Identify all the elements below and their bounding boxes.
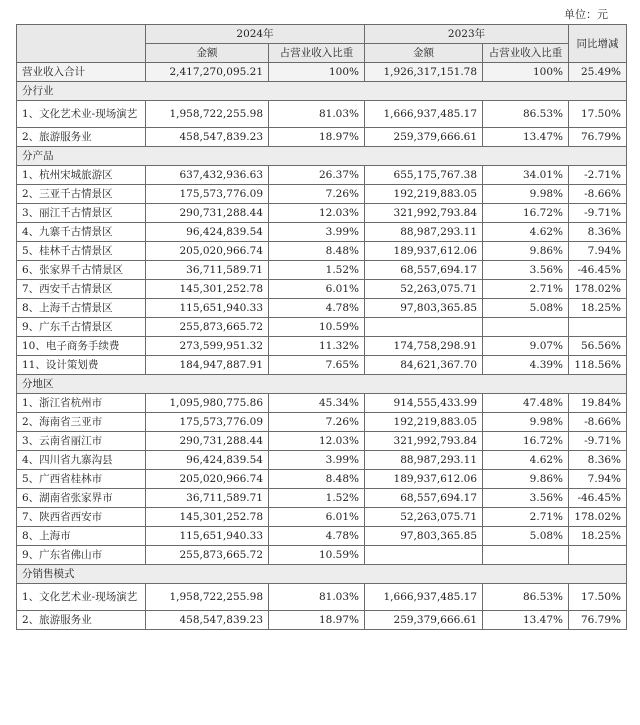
cell-amount-2024: 36,711,589.71 (146, 489, 269, 508)
table-row (17, 223, 627, 242)
table-row (17, 413, 627, 432)
cell-amount-2024: 255,873,665.72 (146, 318, 269, 337)
section-header-row (17, 565, 627, 584)
unit-label: 单位：元 (564, 8, 608, 21)
table-row (17, 394, 627, 413)
row-label: 5、广西省桂林市 (17, 470, 146, 489)
cell-amount-2024: 36,711,589.71 (146, 261, 269, 280)
cell-amount-2024: 175,573,776.09 (146, 413, 269, 432)
row-label: 1、浙江省杭州市 (17, 394, 146, 413)
cell-share-2023: 86.53% (483, 584, 569, 611)
total-amount-2023: 1,926,317,151.78 (365, 63, 483, 82)
cell-share-2023: 4.62% (483, 451, 569, 470)
row-label: 6、湖南省张家界市 (17, 489, 146, 508)
cell-share-2023: 5.08% (483, 527, 569, 546)
cell-amount-2024: 175,573,776.09 (146, 185, 269, 204)
cell-share-2023: 47.48% (483, 394, 569, 413)
cell-amount-2024: 458,547,839.23 (146, 611, 269, 630)
cell-yoy: 17.50% (569, 584, 627, 611)
header-share-2023: 占营业收入比重 (483, 44, 569, 63)
cell-yoy: 76.79% (569, 128, 627, 147)
table-row (17, 546, 627, 565)
cell-share-2023: 86.53% (483, 101, 569, 128)
cell-share-2024: 3.99% (269, 223, 365, 242)
cell-amount-2023: 88,987,293.11 (365, 451, 483, 470)
cell-amount-2023: 1,666,937,485.17 (365, 101, 483, 128)
row-label: 2、旅游服务业 (17, 611, 146, 630)
table-row (17, 432, 627, 451)
cell-share-2024: 18.97% (269, 611, 365, 630)
cell-yoy: 76.79% (569, 611, 627, 630)
row-label: 1、杭州宋城旅游区 (17, 166, 146, 185)
cell-share-2023: 9.86% (483, 242, 569, 261)
table-row (17, 185, 627, 204)
row-label: 8、上海千古情景区 (17, 299, 146, 318)
cell-yoy: 8.36% (569, 223, 627, 242)
row-label: 4、四川省九寨沟县 (17, 451, 146, 470)
total-label: 营业收入合计 (17, 63, 146, 82)
row-label: 7、陕西省西安市 (17, 508, 146, 527)
table-row (17, 527, 627, 546)
table-row (17, 489, 627, 508)
header-amount-2024: 金额 (146, 44, 269, 63)
cell-share-2024: 4.78% (269, 527, 365, 546)
table-row (17, 299, 627, 318)
cell-share-2023: 34.01% (483, 166, 569, 185)
cell-yoy: 7.94% (569, 242, 627, 261)
cell-yoy: -46.45% (569, 261, 627, 280)
cell-amount-2024: 205,020,966.74 (146, 470, 269, 489)
cell-yoy: -46.45% (569, 489, 627, 508)
header-year-2023: 2023年 (365, 25, 569, 44)
cell-amount-2023: 68,557,694.17 (365, 261, 483, 280)
table-header (17, 25, 627, 63)
header-share-2024: 占营业收入比重 (269, 44, 365, 63)
cell-yoy: 7.94% (569, 470, 627, 489)
cell-yoy: 56.56% (569, 337, 627, 356)
cell-share-2023: 4.62% (483, 223, 569, 242)
cell-yoy: 178.02% (569, 508, 627, 527)
cell-share-2023: 5.08% (483, 299, 569, 318)
cell-share-2024: 1.52% (269, 489, 365, 508)
cell-yoy (569, 546, 627, 565)
cell-share-2024: 81.03% (269, 584, 365, 611)
cell-yoy: 17.50% (569, 101, 627, 128)
section-header-row (17, 375, 627, 394)
cell-amount-2024: 145,301,252.78 (146, 280, 269, 299)
cell-amount-2023: 192,219,883.05 (365, 413, 483, 432)
total-amount-2024: 2,417,270,095.21 (146, 63, 269, 82)
total-row (17, 63, 627, 82)
row-label: 6、张家界千古情景区 (17, 261, 146, 280)
cell-share-2024: 12.03% (269, 204, 365, 223)
cell-yoy: -9.71% (569, 204, 627, 223)
cell-amount-2023: 259,379,666.61 (365, 128, 483, 147)
cell-share-2023: 16.72% (483, 204, 569, 223)
cell-share-2024: 45.34% (269, 394, 365, 413)
table-row (17, 242, 627, 261)
cell-yoy: 178.02% (569, 280, 627, 299)
cell-amount-2023: 655,175,767.38 (365, 166, 483, 185)
section-header-row (17, 82, 627, 101)
cell-yoy: 18.25% (569, 527, 627, 546)
row-label: 11、设计策划费 (17, 356, 146, 375)
cell-amount-2024: 290,731,288.44 (146, 432, 269, 451)
row-label: 1、文化艺术业-现场演艺 (17, 101, 146, 128)
cell-share-2023: 16.72% (483, 432, 569, 451)
cell-share-2023 (483, 546, 569, 565)
header-blank (17, 25, 146, 63)
cell-share-2023: 13.47% (483, 128, 569, 147)
cell-amount-2024: 205,020,966.74 (146, 242, 269, 261)
cell-amount-2023: 97,803,365.85 (365, 299, 483, 318)
total-share-2023: 100% (483, 63, 569, 82)
cell-amount-2023: 52,263,075.71 (365, 280, 483, 299)
row-label: 2、旅游服务业 (17, 128, 146, 147)
table-row (17, 611, 627, 630)
cell-amount-2024: 273,599,951.32 (146, 337, 269, 356)
cell-share-2023: 9.98% (483, 413, 569, 432)
table-row (17, 204, 627, 223)
cell-amount-2023: 914,555,433.99 (365, 394, 483, 413)
total-yoy: 25.49% (569, 63, 627, 82)
section-title: 分地区 (17, 375, 627, 394)
row-label: 1、文化艺术业-现场演艺 (17, 584, 146, 611)
cell-amount-2024: 255,873,665.72 (146, 546, 269, 565)
row-label: 9、广东千古情景区 (17, 318, 146, 337)
cell-share-2024: 7.65% (269, 356, 365, 375)
cell-amount-2023: 174,758,298.91 (365, 337, 483, 356)
cell-share-2024: 10.59% (269, 318, 365, 337)
cell-yoy: -9.71% (569, 432, 627, 451)
row-label: 2、三亚千古情景区 (17, 185, 146, 204)
cell-amount-2024: 1,095,980,775.86 (146, 394, 269, 413)
cell-amount-2023: 52,263,075.71 (365, 508, 483, 527)
cell-share-2023: 9.07% (483, 337, 569, 356)
cell-amount-2023: 321,992,793.84 (365, 432, 483, 451)
cell-amount-2024: 96,424,839.54 (146, 223, 269, 242)
cell-amount-2024: 1,958,722,255.98 (146, 584, 269, 611)
cell-share-2023: 2.71% (483, 508, 569, 527)
table-row (17, 470, 627, 489)
cell-amount-2024: 290,731,288.44 (146, 204, 269, 223)
cell-share-2023: 3.56% (483, 489, 569, 508)
cell-yoy: 18.25% (569, 299, 627, 318)
section-title: 分行业 (17, 82, 627, 101)
header-amount-2023: 金额 (365, 44, 483, 63)
revenue-table-container (16, 24, 626, 630)
row-label: 3、云南省丽江市 (17, 432, 146, 451)
row-label: 10、电子商务手续费 (17, 337, 146, 356)
cell-yoy: 8.36% (569, 451, 627, 470)
cell-amount-2024: 1,958,722,255.98 (146, 101, 269, 128)
cell-share-2024: 10.59% (269, 546, 365, 565)
cell-amount-2023: 259,379,666.61 (365, 611, 483, 630)
total-share-2024: 100% (269, 63, 365, 82)
cell-share-2024: 26.37% (269, 166, 365, 185)
table-row (17, 166, 627, 185)
revenue-table (16, 24, 627, 630)
cell-share-2024: 7.26% (269, 185, 365, 204)
cell-share-2024: 11.32% (269, 337, 365, 356)
section-title: 分销售模式 (17, 565, 627, 584)
table-row (17, 337, 627, 356)
table-row (17, 451, 627, 470)
row-label: 7、西安千古情景区 (17, 280, 146, 299)
cell-yoy: 19.84% (569, 394, 627, 413)
cell-yoy: 118.56% (569, 356, 627, 375)
table-body (17, 63, 627, 630)
cell-amount-2024: 184,947,887.91 (146, 356, 269, 375)
cell-amount-2023: 189,937,612.06 (365, 242, 483, 261)
cell-share-2024: 81.03% (269, 101, 365, 128)
cell-amount-2023: 1,666,937,485.17 (365, 584, 483, 611)
cell-share-2024: 6.01% (269, 280, 365, 299)
cell-share-2024: 6.01% (269, 508, 365, 527)
cell-yoy: -2.71% (569, 166, 627, 185)
row-label: 9、广东省佛山市 (17, 546, 146, 565)
cell-share-2023: 13.47% (483, 611, 569, 630)
table-row (17, 318, 627, 337)
cell-amount-2023 (365, 546, 483, 565)
cell-share-2024: 7.26% (269, 413, 365, 432)
cell-amount-2023 (365, 318, 483, 337)
cell-amount-2024: 115,651,940.33 (146, 527, 269, 546)
table-row (17, 128, 627, 147)
table-row (17, 101, 627, 128)
cell-yoy: -8.66% (569, 413, 627, 432)
cell-share-2023: 4.39% (483, 356, 569, 375)
cell-share-2023: 3.56% (483, 261, 569, 280)
cell-share-2023 (483, 318, 569, 337)
table-row (17, 280, 627, 299)
cell-share-2023: 9.98% (483, 185, 569, 204)
cell-amount-2024: 145,301,252.78 (146, 508, 269, 527)
row-label: 8、上海市 (17, 527, 146, 546)
row-label: 5、桂林千古情景区 (17, 242, 146, 261)
cell-share-2023: 9.86% (483, 470, 569, 489)
table-row (17, 261, 627, 280)
cell-share-2024: 8.48% (269, 470, 365, 489)
cell-share-2024: 4.78% (269, 299, 365, 318)
cell-share-2023: 2.71% (483, 280, 569, 299)
cell-amount-2023: 321,992,793.84 (365, 204, 483, 223)
table-row (17, 356, 627, 375)
cell-share-2024: 12.03% (269, 432, 365, 451)
row-label: 2、海南省三亚市 (17, 413, 146, 432)
table-row (17, 508, 627, 527)
cell-amount-2023: 189,937,612.06 (365, 470, 483, 489)
cell-share-2024: 18.97% (269, 128, 365, 147)
cell-amount-2023: 68,557,694.17 (365, 489, 483, 508)
cell-share-2024: 3.99% (269, 451, 365, 470)
cell-amount-2024: 458,547,839.23 (146, 128, 269, 147)
cell-yoy: -8.66% (569, 185, 627, 204)
cell-amount-2024: 115,651,940.33 (146, 299, 269, 318)
cell-share-2024: 1.52% (269, 261, 365, 280)
table-row (17, 584, 627, 611)
cell-yoy (569, 318, 627, 337)
row-label: 4、九寨千古情景区 (17, 223, 146, 242)
section-header-row (17, 147, 627, 166)
section-title: 分产品 (17, 147, 627, 166)
cell-share-2024: 8.48% (269, 242, 365, 261)
header-yoy: 同比增减 (569, 25, 627, 63)
row-label: 3、丽江千古情景区 (17, 204, 146, 223)
cell-amount-2023: 88,987,293.11 (365, 223, 483, 242)
cell-amount-2024: 637,432,936.63 (146, 166, 269, 185)
header-year-2024: 2024年 (146, 25, 365, 44)
cell-amount-2023: 97,803,365.85 (365, 527, 483, 546)
cell-amount-2023: 192,219,883.05 (365, 185, 483, 204)
cell-amount-2023: 84,621,367.70 (365, 356, 483, 375)
cell-amount-2024: 96,424,839.54 (146, 451, 269, 470)
